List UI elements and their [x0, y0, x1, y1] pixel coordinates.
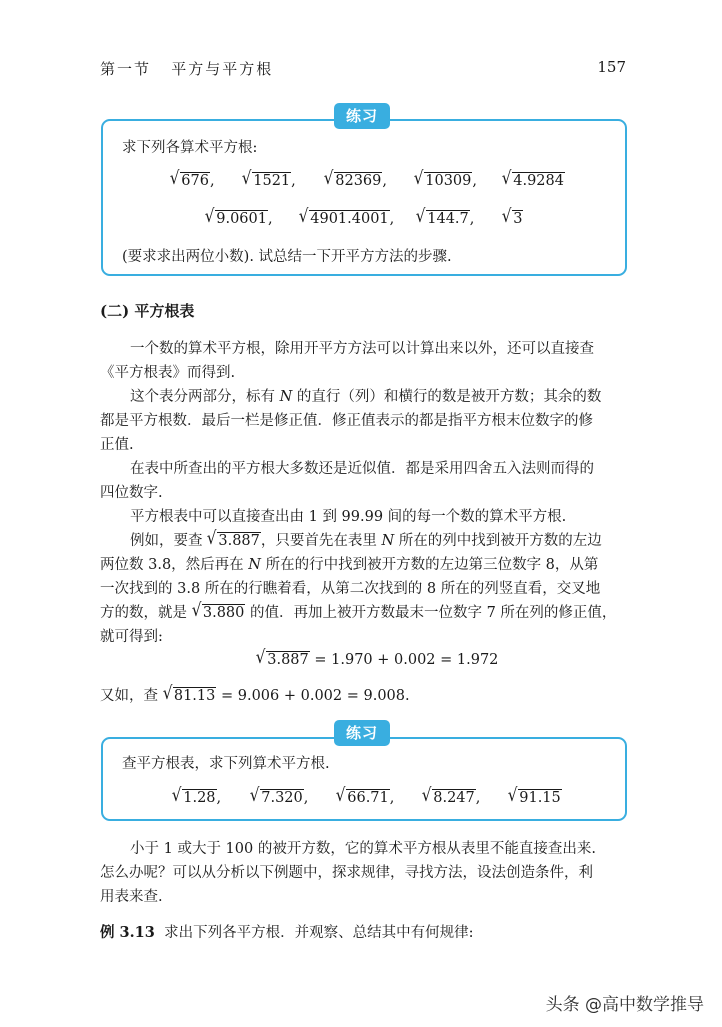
- radical-item: √ 676,: [169, 169, 215, 189]
- formula: √ 3.887 = 1.970 + 0.002 = 1.972: [255, 648, 499, 668]
- paragraph-line: 两位数 3.8，然后再在 N 所在的行中找到被开方数的左边第三位数字 8，从第: [100, 557, 599, 573]
- radical-item: √ 4.9284: [501, 169, 564, 189]
- exercise-box-2: [101, 737, 627, 821]
- page-number: 157: [597, 58, 626, 76]
- paragraph-line: 方的数，就是 √ 3.880 的值．再加上被开方数最末一位数字 7 所在列的修正值，: [100, 601, 617, 621]
- paragraph-line: 怎么办呢？可以从分析以下例题中，探求规律，寻找方法，设法创造条件，利: [100, 865, 593, 881]
- chapter-section-heading: 第一节 平方与平方根: [100, 60, 274, 78]
- paragraph-line: 都是平方根数．最后一栏是修正值．修正值表示的都是指平方根末位数字的修: [100, 413, 593, 429]
- paragraph-line: 一次找到的 3.8 所在的行瞧着看，从第二次找到的 8 所在的列竖直看，交叉地: [100, 581, 601, 597]
- paragraph-line: 正值.: [100, 437, 134, 453]
- radical-item: √ 8.247,: [421, 786, 481, 806]
- watermark: 头条 @高中数学推导: [545, 995, 704, 1015]
- exercise-2-prompt: 查平方根表，求下列算术平方根.: [122, 756, 330, 772]
- radical-item: √ 66.71,: [335, 786, 395, 806]
- radical-item: √ 10309,: [413, 169, 477, 189]
- radical-item: √ 1.28,: [171, 786, 222, 806]
- example-line: 例 3.13 求出下列各平方根．并观察、总结其中有何规律:: [100, 924, 474, 941]
- paragraph-line: 一个数的算术平方根，除用开平方方法可以计算出来以外，还可以直接查: [130, 341, 594, 357]
- paragraph-line: 这个表分两部分，标有 N 的直行（列）和横行的数是被开方数；其余的数: [130, 389, 602, 405]
- radical-item: √ 3: [501, 207, 523, 227]
- exercise-1-prompt: 求下列各算术平方根:: [122, 140, 258, 156]
- radical-item: √ 1521,: [241, 169, 296, 189]
- paragraph-line: 平方根表中可以直接查出由 1 到 99.99 间的每一个数的算术平方根.: [130, 509, 567, 525]
- paragraph-line: 又如，查 √ 81.13 = 9.006 + 0.002 = 9.008.: [100, 684, 410, 704]
- radical-item: √ 91.15: [507, 786, 561, 806]
- paragraph-line: 用表来查.: [100, 889, 163, 905]
- exercise-1-note: (要求求出两位小数). 试总结一下开平方方法的步骤.: [122, 249, 452, 265]
- paragraph-line: 《平方根表》而得到.: [100, 365, 236, 381]
- radical-item: √ 9.0601,: [204, 207, 273, 227]
- radical-item: √ 7.320,: [249, 786, 309, 806]
- paragraph-line: 例如，要查 √ 3.887，只要首先在表里 N 所在的列中找到被开方数的左边: [130, 529, 602, 549]
- paragraph-line: 小于 1 或大于 100 的被开方数，它的算术平方根从表里不能直接查出来.: [130, 841, 596, 857]
- example-label: 例 3.13: [100, 924, 155, 941]
- radical-item: √ 144.7,: [415, 207, 475, 227]
- section-title: (二) 平方根表: [100, 302, 195, 320]
- paragraph-line: 四位数字.: [100, 485, 163, 501]
- exercise-label-2: 练习: [334, 720, 390, 746]
- radical-item: √ 4901.4001,: [298, 207, 395, 227]
- radical-item: √ 82369,: [323, 169, 387, 189]
- paragraph-line: 就可得到:: [100, 629, 163, 645]
- exercise-label-1: 练习: [334, 103, 390, 129]
- paragraph-line: 在表中所查出的平方根大多数还是近似值．都是采用四舍五入法则而得的: [130, 461, 594, 477]
